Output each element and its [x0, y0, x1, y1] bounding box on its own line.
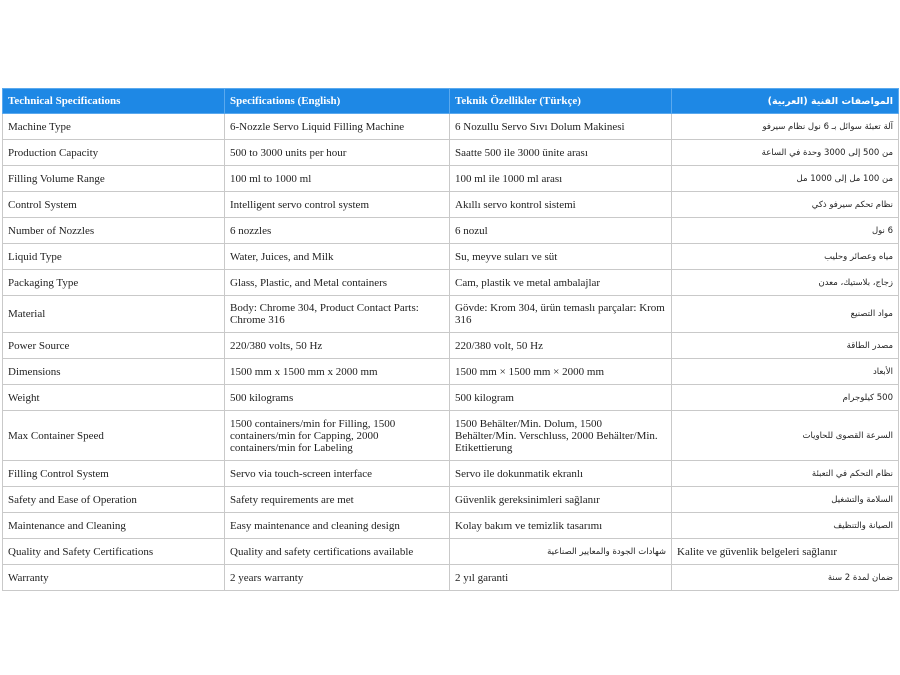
row-label: Power Source [3, 333, 225, 359]
table-row [3, 539, 899, 565]
row-label: Number of Nozzles [3, 218, 225, 244]
row-english: Water, Juices, and Milk [225, 244, 450, 270]
table-row [3, 333, 899, 359]
row-english: 2 years warranty [225, 565, 450, 591]
row-turkish: Kolay bakım ve temizlik tasarımı [450, 513, 672, 539]
row-english: Easy maintenance and cleaning design [225, 513, 450, 539]
row-arabic: السلامة والتشغيل [672, 487, 899, 513]
table-row [3, 166, 899, 192]
row-arabic: مصدر الطاقة [672, 333, 899, 359]
row-label: Liquid Type [3, 244, 225, 270]
row-english: Servo via touch-screen interface [225, 461, 450, 487]
row-arabic: زجاج، بلاستيك، معدن [672, 270, 899, 296]
row-label: Dimensions [3, 359, 225, 385]
table-row [3, 140, 899, 166]
table-row [3, 411, 899, 461]
row-arabic: من 500 إلى 3000 وحدة في الساعة [672, 140, 899, 166]
row-label: Safety and Ease of Operation [3, 487, 225, 513]
header-english: Specifications (English) [225, 89, 450, 114]
table-row [3, 513, 899, 539]
row-arabic: آلة تعبئة سوائل بـ 6 نول نظام سيرفو [672, 114, 899, 140]
table-header-row [3, 89, 899, 114]
row-turkish: 100 ml ile 1000 ml arası [450, 166, 672, 192]
row-arabic: الصيانة والتنظيف [672, 513, 899, 539]
row-label: Max Container Speed [3, 411, 225, 461]
row-label: Filling Volume Range [3, 166, 225, 192]
row-label: Quality and Safety Certifications [3, 539, 225, 565]
row-turkish: Su, meyve suları ve süt [450, 244, 672, 270]
row-label: Material [3, 296, 225, 333]
row-english: Body: Chrome 304, Product Contact Parts: Chrome 316 [225, 296, 450, 333]
row-arabic: من 100 مل إلى 1000 مل [672, 166, 899, 192]
row-label: Packaging Type [3, 270, 225, 296]
header-turkish: Teknik Özellikler (Türkçe) [450, 89, 672, 114]
row-arabic: 6 نول [672, 218, 899, 244]
table-row [3, 565, 899, 591]
row-english: 1500 containers/min for Filling, 1500 containers/min for Capping, 2000 containers/min for Labeling [225, 411, 450, 461]
row-english: 500 kilograms [225, 385, 450, 411]
row-arabic: مياه وعصائر وحليب [672, 244, 899, 270]
row-turkish: Gövde: Krom 304, ürün temaslı parçalar: Krom 316 [450, 296, 672, 333]
row-english: Quality and safety certifications available [225, 539, 450, 565]
row-turkish: Akıllı servo kontrol sistemi [450, 192, 672, 218]
table-row [3, 461, 899, 487]
row-turkish: Cam, plastik ve metal ambalajlar [450, 270, 672, 296]
row-turkish: Servo ile dokunmatik ekranlı [450, 461, 672, 487]
table-row [3, 244, 899, 270]
row-turkish: 2 yıl garanti [450, 565, 672, 591]
spec-table [2, 88, 899, 591]
row-turkish: 1500 Behälter/Min. Dolum, 1500 Behälter/Min. Verschluss, 2000 Behälter/Min. Etikettierung [450, 411, 672, 461]
spec-table-container [2, 88, 898, 591]
table-row [3, 270, 899, 296]
row-english: 220/380 volts, 50 Hz [225, 333, 450, 359]
table-row [3, 296, 899, 333]
row-arabic: السرعة القصوى للحاويات [672, 411, 899, 461]
table-row [3, 385, 899, 411]
table-row [3, 487, 899, 513]
header-technical-specifications: Technical Specifications [3, 89, 225, 114]
table-row [3, 359, 899, 385]
row-label: Control System [3, 192, 225, 218]
row-turkish: شهادات الجودة والمعايير الصناعية [450, 539, 672, 565]
row-english: 6 nozzles [225, 218, 450, 244]
row-english: 100 ml to 1000 ml [225, 166, 450, 192]
row-arabic: مواد التصنيع [672, 296, 899, 333]
row-label: Maintenance and Cleaning [3, 513, 225, 539]
row-label: Warranty [3, 565, 225, 591]
row-english: Safety requirements are met [225, 487, 450, 513]
header-arabic: المواصفات الفنية (العربية) [672, 89, 899, 114]
row-arabic: ضمان لمدة 2 سنة [672, 565, 899, 591]
row-english: 1500 mm x 1500 mm x 2000 mm [225, 359, 450, 385]
row-turkish: Saatte 500 ile 3000 ünite arası [450, 140, 672, 166]
row-turkish: 1500 mm × 1500 mm × 2000 mm [450, 359, 672, 385]
row-english: 500 to 3000 units per hour [225, 140, 450, 166]
table-row [3, 114, 899, 140]
row-turkish: 6 Nozullu Servo Sıvı Dolum Makinesi [450, 114, 672, 140]
table-row [3, 218, 899, 244]
row-label: Filling Control System [3, 461, 225, 487]
row-arabic: نظام التحكم في التعبئة [672, 461, 899, 487]
row-english: 6-Nozzle Servo Liquid Filling Machine [225, 114, 450, 140]
row-turkish: Güvenlik gereksinimleri sağlanır [450, 487, 672, 513]
row-turkish: 500 kilogram [450, 385, 672, 411]
row-label: Machine Type [3, 114, 225, 140]
table-row [3, 192, 899, 218]
row-arabic: 500 كيلوجرام [672, 385, 899, 411]
row-english: Glass, Plastic, and Metal containers [225, 270, 450, 296]
row-label: Production Capacity [3, 140, 225, 166]
row-arabic: Kalite ve güvenlik belgeleri sağlanır [672, 539, 899, 565]
row-turkish: 220/380 volt, 50 Hz [450, 333, 672, 359]
row-label: Weight [3, 385, 225, 411]
row-arabic: نظام تحكم سيرفو ذكي [672, 192, 899, 218]
row-arabic: الأبعاد [672, 359, 899, 385]
row-english: Intelligent servo control system [225, 192, 450, 218]
row-turkish: 6 nozul [450, 218, 672, 244]
